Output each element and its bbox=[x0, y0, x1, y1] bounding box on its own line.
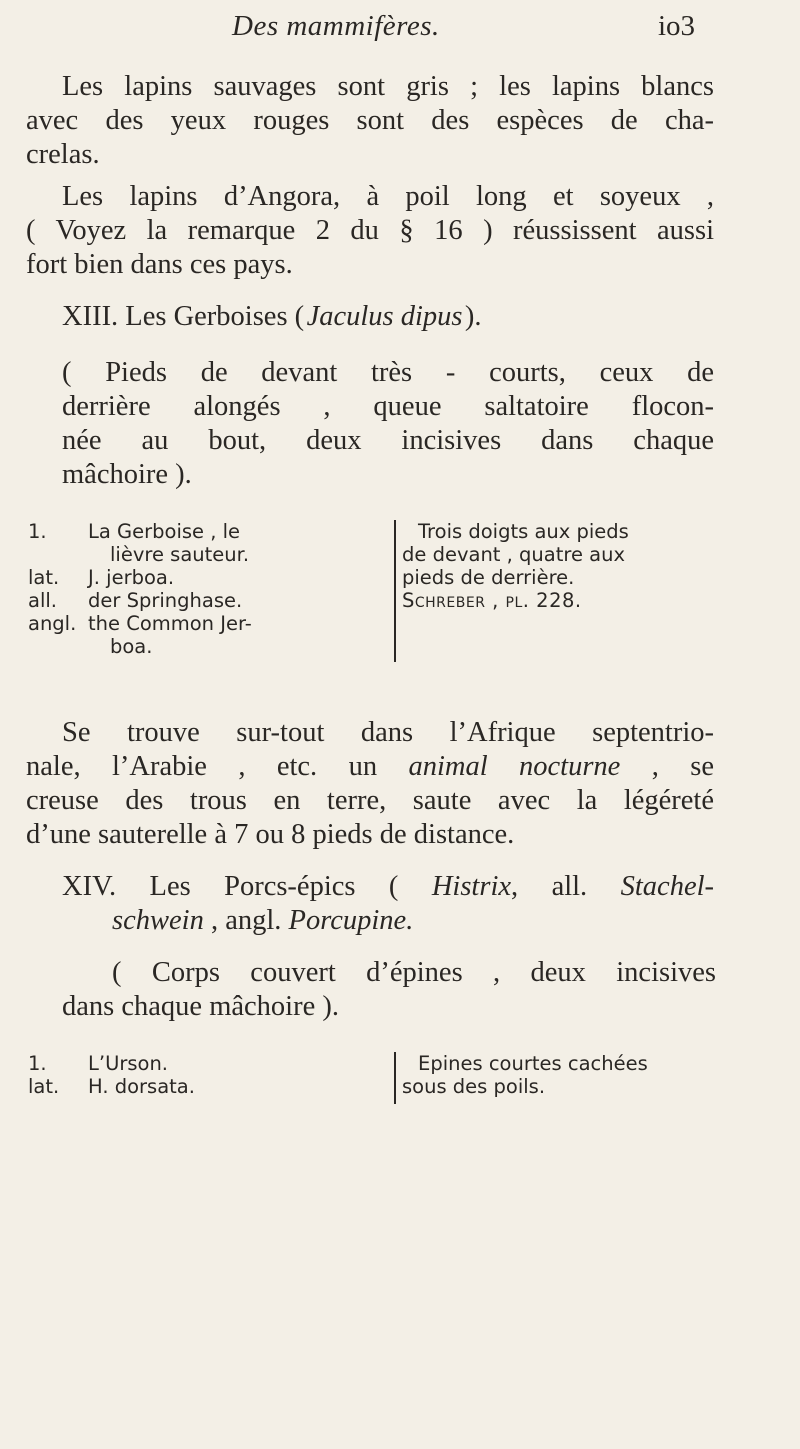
text-line: derrière alongés , queue saltatoire flocon- bbox=[62, 391, 714, 422]
reference-citation: Schreber , pl. 228. bbox=[402, 589, 582, 612]
label-angl: angl. bbox=[28, 612, 77, 635]
text-line: nale, l’Arabie , etc. un animal nocturne , se bbox=[26, 751, 714, 782]
column-divider bbox=[394, 1052, 396, 1104]
english-name: the Common Jer- bbox=[88, 612, 252, 635]
page-header bbox=[0, 10, 800, 50]
english-name-cont: boa. bbox=[110, 635, 153, 658]
text-line: d’une sauterelle à 7 ou 8 pieds de distance. bbox=[26, 819, 515, 850]
note-line: Trois doigts aux pieds bbox=[418, 520, 629, 543]
german-name: der Springhase. bbox=[88, 589, 243, 612]
text-line: Les lapins d’Angora, à poil long et soyeux , bbox=[62, 181, 714, 212]
common-name-cont: lièvre sauteur. bbox=[110, 543, 250, 566]
text-line: fort bien dans ces pays. bbox=[26, 249, 293, 280]
common-name: L’Urson. bbox=[88, 1052, 168, 1075]
label-lat: lat. bbox=[28, 566, 60, 589]
text-line: XIV. Les Porcs-épics ( Histrix, all. Stachel- bbox=[62, 871, 715, 902]
text-line: avec des yeux rouges sont des espèces de cha- bbox=[26, 105, 714, 136]
text-line: schwein , angl. Porcupine. bbox=[112, 905, 414, 936]
latin-name: Histrix bbox=[431, 871, 512, 902]
latin-name: Jaculus dipus bbox=[306, 301, 463, 332]
entry-number: 1. bbox=[28, 520, 47, 543]
emphasis: animal nocturne bbox=[408, 751, 621, 782]
text-line: mâchoire ). bbox=[62, 459, 192, 490]
note-line: Epines courtes cachées bbox=[418, 1052, 648, 1075]
english-name: Porcupine. bbox=[288, 905, 414, 936]
note-line: pieds de derrière. bbox=[402, 566, 575, 589]
text-line: ( Voyez la remarque 2 du § 16 ) réussissent aussi bbox=[26, 215, 714, 246]
german-name: Stachel- bbox=[620, 871, 715, 902]
note-line: sous des poils. bbox=[402, 1075, 546, 1098]
label-all: all. bbox=[28, 589, 57, 612]
text-line: ( Pieds de devant très - courts, ceux de bbox=[62, 357, 714, 388]
note-line: de devant , quatre aux bbox=[402, 543, 626, 566]
latin-name: H. dorsata. bbox=[88, 1075, 195, 1098]
text-line: crelas. bbox=[26, 139, 100, 170]
latin-name: J. jerboa. bbox=[88, 566, 175, 589]
text-line: Les lapins sauvages sont gris ; les lapins blancs bbox=[62, 71, 714, 102]
common-name: La Gerboise , le bbox=[88, 520, 241, 543]
text-line: dans chaque mâchoire ). bbox=[62, 991, 339, 1022]
entry-number: 1. bbox=[28, 1052, 47, 1075]
page-number: io3 bbox=[658, 10, 696, 42]
text-line: ( Corps couvert d’épines , deux incisives bbox=[112, 957, 716, 988]
text-line: Se trouve sur-tout dans l’Afrique septentrio- bbox=[62, 717, 714, 748]
text-line: creuse des trous en terre, saute avec la légéreté bbox=[26, 785, 714, 816]
text-line: née au bout, deux incisives dans chaque bbox=[62, 425, 714, 456]
section-heading-xiii: XIII. Les Gerboises ( Jaculus dipus ). bbox=[62, 301, 482, 332]
column-divider bbox=[394, 520, 396, 662]
running-title: Des mammifères. bbox=[232, 10, 440, 42]
label-lat: lat. bbox=[28, 1075, 60, 1098]
